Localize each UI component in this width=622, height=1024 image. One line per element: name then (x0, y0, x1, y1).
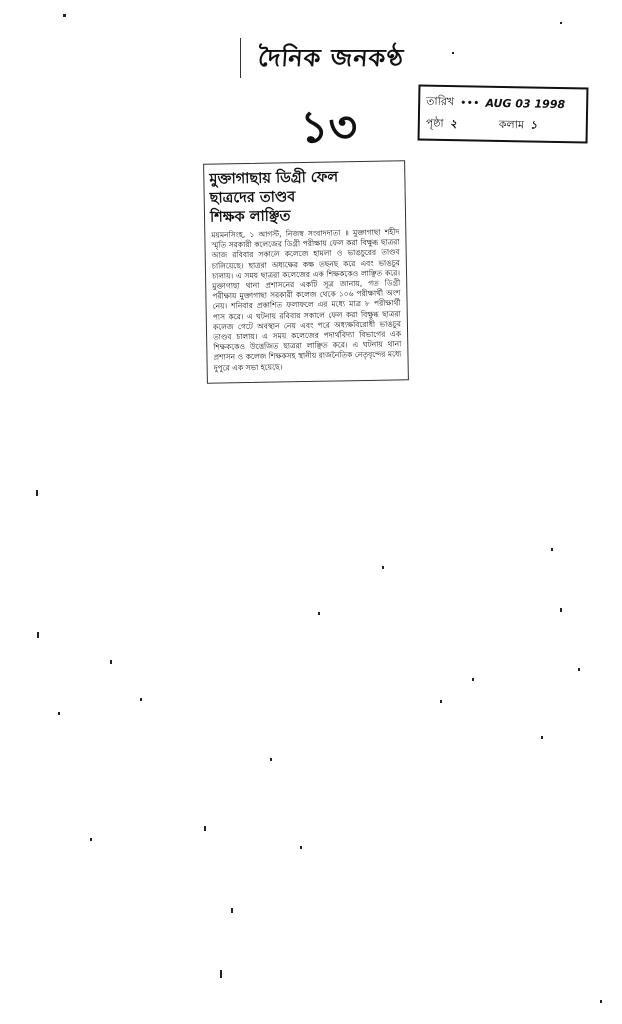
newspaper-masthead: দৈনিক জনকণ্ঠ (257, 44, 405, 72)
stamp-date-value: AUG 03 1998 (485, 96, 566, 112)
scan-speck (90, 838, 92, 841)
scan-speck (318, 612, 320, 615)
scan-speck (560, 22, 562, 24)
stamp-date-label: তারিখ (426, 94, 455, 109)
stamp-page-row (426, 115, 538, 136)
scan-speck (270, 758, 272, 761)
headline-line: মুক্তাগাছায় ডিগ্রী ফেল (209, 169, 339, 188)
stamp-column-label: কলাম (498, 117, 525, 132)
scan-speck (300, 846, 302, 849)
stamp-page-label: পৃষ্ঠা (425, 116, 444, 130)
scan-speck (140, 698, 142, 701)
margin-mark (240, 38, 241, 78)
scan-speck (551, 548, 553, 551)
scan-speck (472, 678, 474, 681)
scan-speck (204, 826, 206, 831)
scan-speck (440, 700, 442, 703)
headline-line: শিক্ষক লাঞ্ছিত (209, 208, 291, 226)
scan-speck (37, 632, 39, 638)
scan-speck (231, 908, 233, 913)
stamp-date-row: তারিখ ••• AUG 03 1998 (426, 94, 566, 112)
scan-speck (452, 52, 454, 54)
scan-speck (220, 970, 222, 978)
article-headline (209, 167, 400, 227)
newspaper-clipping (203, 160, 409, 383)
scan-speck (560, 608, 562, 612)
scan-speck (36, 490, 38, 496)
archive-stamp (418, 85, 589, 144)
scan-speck (541, 736, 543, 739)
scan-speck (63, 14, 66, 17)
scan-speck (110, 660, 112, 664)
scan-speck (382, 566, 384, 569)
article-body: ময়মনসিংহ, ১ আগস্ট, নিজস্ব সংবাদদাতা ॥ মুক্তাগাছা শহীদ স্মৃতি সরকারী কলেজের ডিগ্রী পরীক্ষায় ফেল করা বিক্ষুব্ধ ছাত্ররা আজ রবিবার সকালে কলেজে হামলা ও ভাঙচুরের তাণ্ডব চালিয়েছে। ছাত্ররা অধ্যক্ষের কক্ষ তছনছ করে এবং ভাঙচুর চালায়। এ সময় ছাত্ররা কলেজের এক শিক্ষককেও লাঞ্ছিত করে। মুক্তাগাছা থানা প্রশাসনের একটি সূত্র জানায়, গত ডিগ্রী পরীক্ষায় মুক্তাগাছা সরকারী কলেজ থেকে ১০৬ পরীক্ষার্থী অংশ নেয়। শনিবার প্রকাশিত ফলাফলে এর মধ্যে মাত্র ৮ পরীক্ষার্থী পাস করে। এ ঘটনায় রবিবার সকালে ফেল করা বিক্ষুব্ধ ছাত্ররা কলেজ গেটে অবস্থান নেয় এবং পরে অধ্যক্ষবিরোধী ভাঙচুর তাণ্ডব চালায়। এ সময় কলেজের পদার্থবিদ্যা বিভাগের এক শিক্ষককেও উত্তেজিত ছাত্ররা লাঞ্ছিত করে। এ ঘটনায় থানা প্রশাসন ও কলেজ শিক্ষকসহ স্থানীয় রাজনৈতিক নেতৃবৃন্দের মধ্যে দুপুরে এক সভা হয়েছে। (211, 227, 402, 373)
stamp-page-value: ২ (449, 117, 457, 131)
handwritten-page-mark: ১৩ (300, 102, 358, 153)
scan-speck (58, 712, 60, 715)
scan-speck (578, 668, 580, 671)
scan-speck (600, 1000, 602, 1003)
stamp-column-value: ১ (529, 118, 538, 132)
headline-line: ছাত্রদের তাণ্ডব (209, 189, 296, 207)
